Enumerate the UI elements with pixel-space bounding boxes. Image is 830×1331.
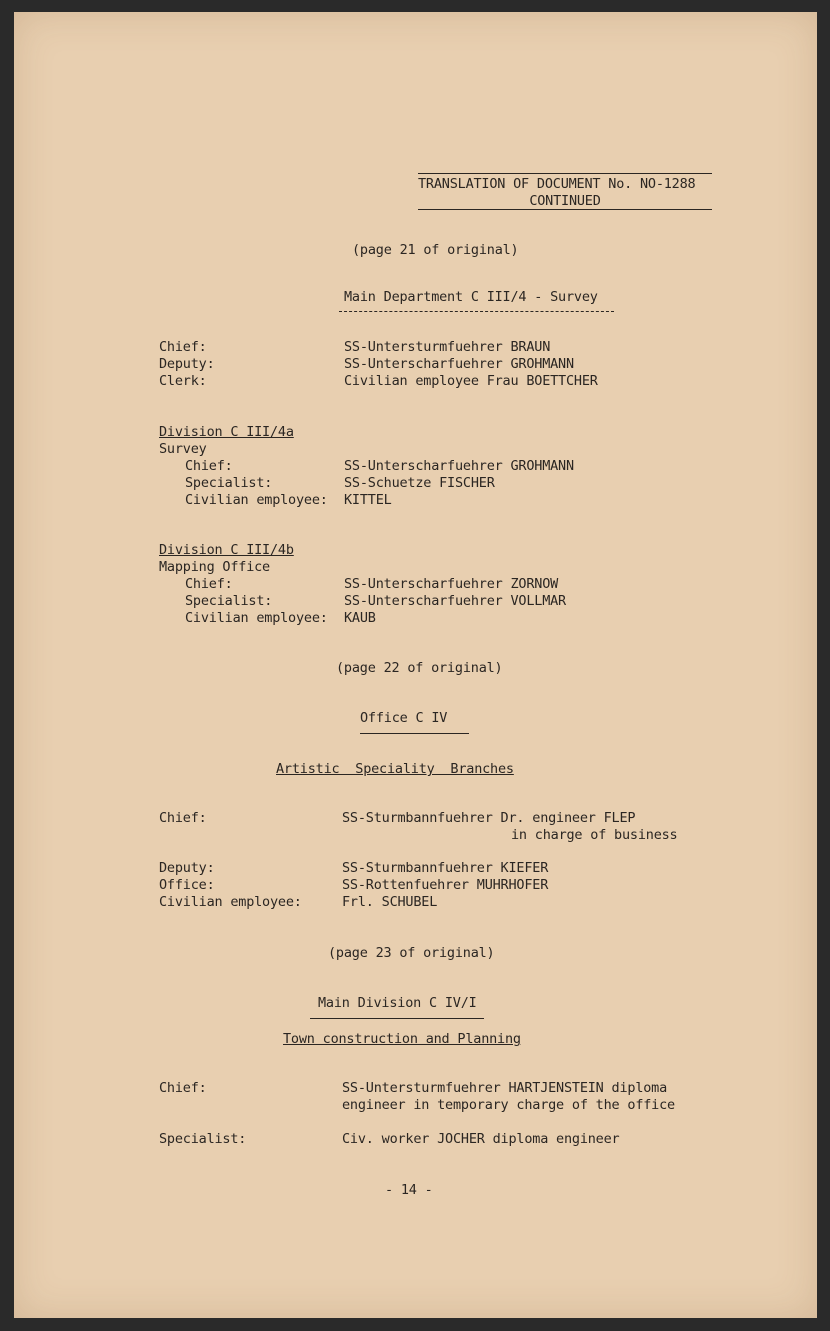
row-value: Frl. SCHUBEL	[342, 894, 438, 910]
row-value: Civ. worker JOCHER diploma engineer	[342, 1131, 620, 1147]
row-label: Deputy:	[159, 860, 215, 876]
row-value: SS-Sturmbannfuehrer KIEFER	[342, 860, 549, 876]
division-4b-subtitle: Mapping Office	[159, 559, 270, 575]
page-ref-21: (page 21 of original)	[352, 242, 519, 258]
row-value: KAUB	[344, 610, 376, 626]
row-label: Clerk:	[159, 373, 207, 389]
row-value: SS-Unterscharfuehrer ZORNOW	[344, 576, 559, 592]
office-c4-title: Office C IV	[360, 710, 448, 726]
main-division-c4-1-underline	[310, 1018, 484, 1019]
row-value: Civilian employee Frau BOETTCHER	[344, 373, 598, 389]
row-label: Chief:	[185, 576, 233, 592]
division-4a-title: Division C III/4a	[159, 424, 294, 440]
main-department-title: Main Department C III/4 - Survey	[344, 289, 598, 305]
row-label: Deputy:	[159, 356, 215, 372]
row-label: Civilian employee:	[185, 492, 328, 508]
row-value: SS-Unterscharfuehrer GROHMANN	[344, 356, 574, 372]
header-top-rule	[418, 173, 712, 174]
header-continued: CONTINUED	[529, 193, 601, 209]
row-label: Office:	[159, 877, 215, 893]
row-value: SS-Unterscharfuehrer VOLLMAR	[344, 593, 566, 609]
header-title: TRANSLATION OF DOCUMENT No. NO-1288	[418, 176, 696, 192]
header-bottom-rule	[418, 209, 712, 210]
main-division-c4-1-subtitle: Town construction and Planning	[283, 1031, 521, 1047]
main-department-underline	[339, 311, 614, 312]
row-value: SS-Untersturmfuehrer HARTJENSTEIN diploma	[342, 1080, 668, 1096]
row-value-continued: engineer in temporary charge of the office	[342, 1097, 675, 1113]
page-ref-22: (page 22 of original)	[336, 660, 503, 676]
row-label: Civilian employee:	[185, 610, 328, 626]
division-4a-subtitle: Survey	[159, 441, 207, 457]
main-division-c4-1-title: Main Division C IV/I	[318, 995, 477, 1011]
row-value: SS-Schuetze FISCHER	[344, 475, 495, 491]
row-label: Civilian employee:	[159, 894, 302, 910]
document-page	[14, 12, 817, 1318]
row-label: Chief:	[185, 458, 233, 474]
division-4b-title: Division C III/4b	[159, 542, 294, 558]
page-ref-23: (page 23 of original)	[328, 945, 495, 961]
row-label: Specialist:	[159, 1131, 247, 1147]
row-label: Chief:	[159, 1080, 207, 1096]
office-c4-subtitle: Artistic Speciality Branches	[276, 761, 514, 777]
row-label: Chief:	[159, 810, 207, 826]
office-c4-underline	[360, 733, 469, 734]
row-label: Specialist:	[185, 593, 273, 609]
row-value: SS-Untersturmfuehrer BRAUN	[344, 339, 551, 355]
row-value-continued: in charge of business	[511, 827, 678, 843]
row-label: Specialist:	[185, 475, 273, 491]
page-number: - 14 -	[385, 1182, 433, 1198]
row-value: SS-Unterscharfuehrer GROHMANN	[344, 458, 574, 474]
row-value: KITTEL	[344, 492, 392, 508]
row-label: Chief:	[159, 339, 207, 355]
row-value: SS-Sturmbannfuehrer Dr. engineer FLEP	[342, 810, 636, 826]
row-value: SS-Rottenfuehrer MUHRHOFER	[342, 877, 549, 893]
